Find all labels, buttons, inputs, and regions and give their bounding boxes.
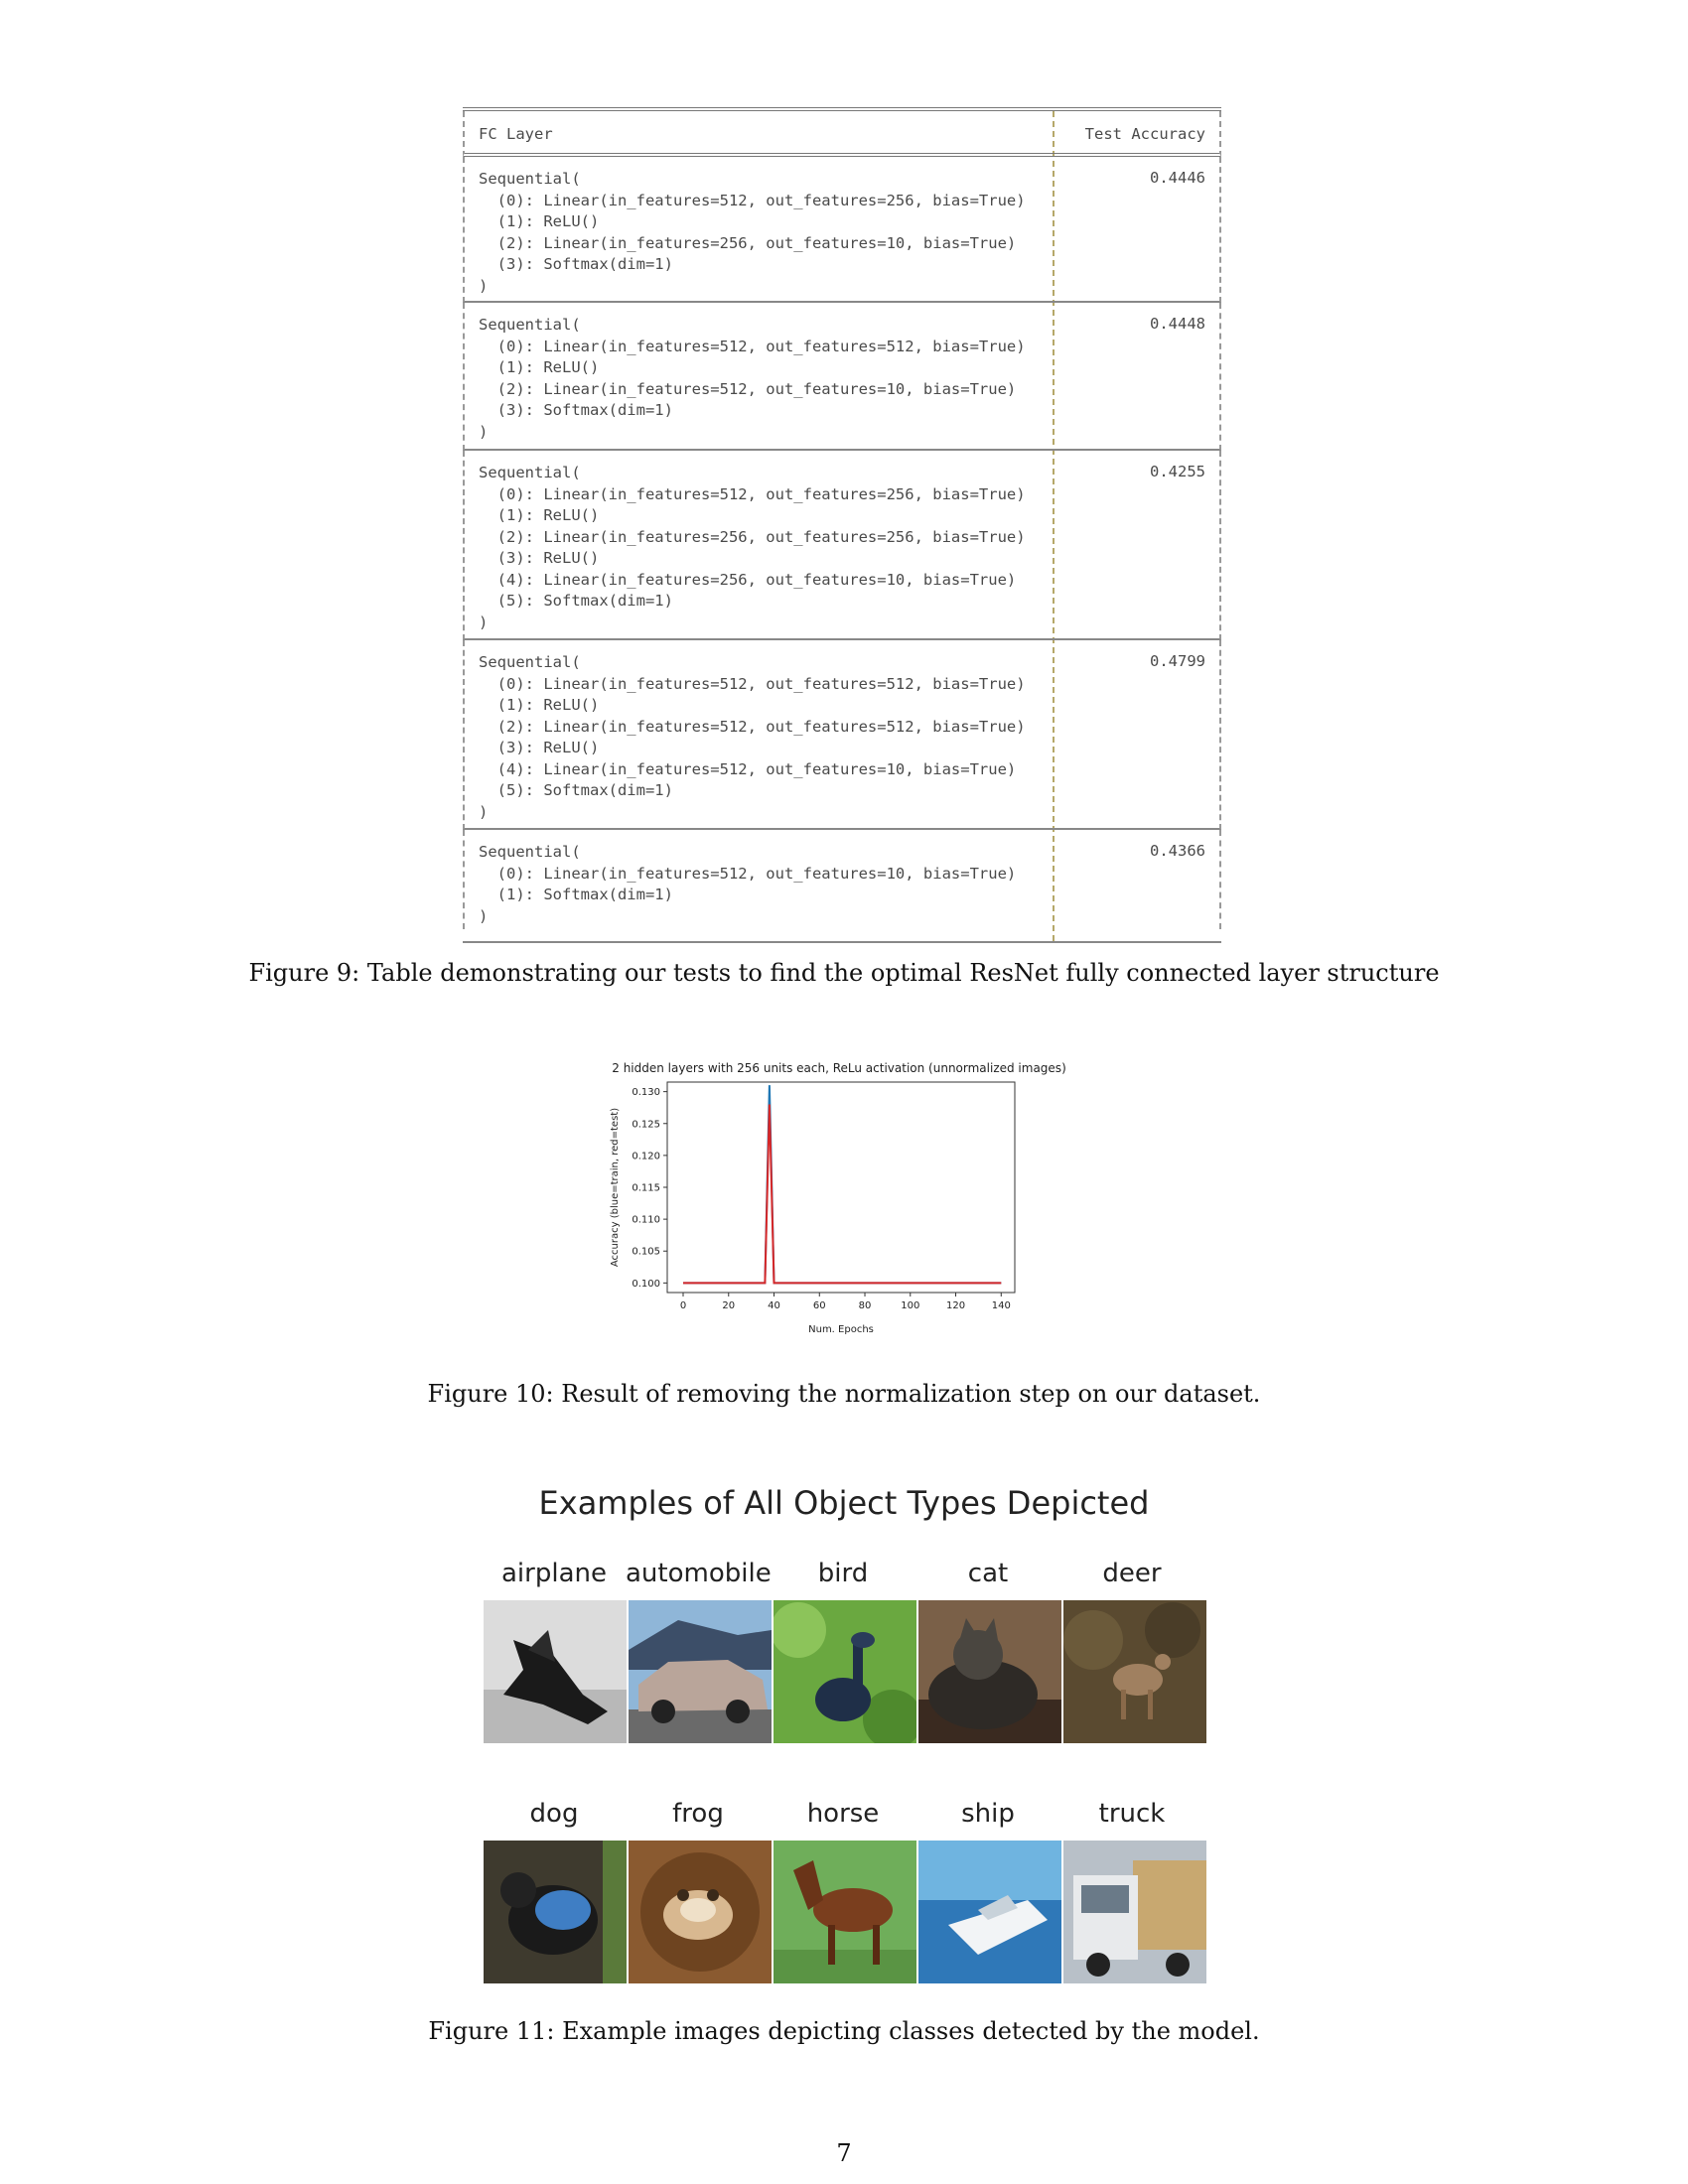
figure-11-caption: Figure 11: Example images depicting classes detected by the model. — [428, 2017, 1260, 2045]
y-tick-label: 0.130 — [632, 1087, 660, 1099]
figure-9-caption: Figure 9: Table demonstrating our tests to find the optimal ResNet fully connected layer structure — [248, 959, 1440, 987]
table-row — [463, 451, 1221, 640]
x-tick-label: 100 — [901, 1300, 920, 1311]
layer-structure: Sequential( (0): Linear(in_features=512, out_features=256, bias=True) (1): ReLU() (2): Linear(in_features=256, out_features=10, bias=True) (3): Softmax(dim=1) ) — [479, 170, 1026, 295]
x-axis — [680, 1293, 1011, 1311]
class-label-automobile: automobile — [626, 1559, 772, 1588]
series-line-train — [683, 1085, 1001, 1283]
class-label-bird: bird — [817, 1559, 869, 1588]
test-accuracy-value: 0.4255 — [1150, 463, 1205, 480]
figure-10-caption: Figure 10: Result of removing the normalization step on our dataset. — [427, 1380, 1261, 1408]
table-header — [463, 111, 1221, 157]
truck-image — [1063, 1841, 1206, 1983]
class-label-horse: horse — [806, 1799, 880, 1829]
plot-frame — [667, 1082, 1015, 1293]
test-accuracy-value: 0.4799 — [1150, 652, 1205, 670]
frog-image — [629, 1841, 772, 1983]
ship-image — [918, 1841, 1061, 1983]
class-label-ship: ship — [961, 1799, 1015, 1829]
deer-image — [1063, 1600, 1206, 1743]
class-label-deer: deer — [1102, 1559, 1162, 1588]
x-tick-label: 140 — [991, 1300, 1011, 1311]
series-line-test — [683, 1105, 1001, 1284]
horse-image — [774, 1841, 916, 1983]
bird-image — [774, 1600, 916, 1743]
x-axis-label: Num. Epochs — [808, 1324, 874, 1335]
y-axis-label: Accuracy (blue=train, red=test) — [610, 1107, 621, 1268]
y-tick-label: 0.125 — [632, 1119, 660, 1131]
x-tick-label: 0 — [679, 1300, 687, 1311]
table-row — [463, 303, 1221, 451]
layer-structure: Sequential( (0): Linear(in_features=512, out_features=10, bias=True) (1): Softmax(dim=1) ) — [479, 843, 1017, 925]
accuracy-chart — [596, 1060, 1092, 1358]
class-label-airplane: airplane — [501, 1559, 607, 1588]
layer-structure: Sequential( (0): Linear(in_features=512, out_features=512, bias=True) (1): ReLU() (2): Linear(in_features=512, out_features=10, bias=True) (3): Softmax(dim=1) ) — [479, 316, 1026, 441]
class-label-dog: dog — [529, 1799, 579, 1829]
x-tick-label: 20 — [722, 1300, 736, 1311]
x-tick-label: 80 — [858, 1300, 872, 1311]
series-layer — [683, 1085, 1001, 1283]
page-number: 7 — [836, 2139, 852, 2167]
table-row — [463, 157, 1221, 303]
x-tick-label: 40 — [768, 1300, 780, 1311]
layer-structure: Sequential( (0): Linear(in_features=512, out_features=256, bias=True) (1): ReLU() (2): Linear(in_features=256, out_features=256, bias=True) (3): ReLU() (4): Linear(in_features=256, out_features=10, bias=True) (5): Softmax(dim=1) ) — [479, 464, 1026, 631]
airplane-image — [484, 1600, 627, 1743]
chart-title: 2 hidden layers with 256 units each, ReLu activation (unnormalized images) — [612, 1061, 1066, 1075]
class-label-frog: frog — [672, 1799, 724, 1829]
x-tick-label: 60 — [812, 1300, 826, 1311]
test-accuracy-value: 0.4448 — [1150, 315, 1205, 333]
dog-image — [484, 1841, 627, 1983]
object-grid-title: Examples of All Object Types Depicted — [538, 1484, 1150, 1522]
y-axis — [632, 1087, 667, 1290]
automobile-image — [629, 1600, 772, 1743]
cat-image — [918, 1600, 1061, 1743]
y-tick-label: 0.115 — [632, 1182, 660, 1194]
y-tick-label: 0.110 — [632, 1214, 660, 1226]
class-label-cat: cat — [967, 1559, 1009, 1588]
y-tick-label: 0.100 — [632, 1278, 660, 1290]
table-row — [463, 830, 1221, 929]
y-tick-label: 0.105 — [632, 1246, 660, 1258]
header-fc-layer: FC Layer — [479, 125, 553, 143]
layer-structure: Sequential( (0): Linear(in_features=512, out_features=512, bias=True) (1): ReLU() (2): Linear(in_features=512, out_features=512, bias=True) (3): ReLU() (4): Linear(in_features=512, out_features=10, bias=True) (5): Softmax(dim=1) ) — [479, 653, 1026, 821]
chart-svg — [596, 1060, 1092, 1358]
fc-layer-table — [463, 107, 1221, 943]
table-row — [463, 640, 1221, 830]
test-accuracy-value: 0.4366 — [1150, 842, 1205, 860]
x-tick-label: 120 — [945, 1300, 966, 1311]
test-accuracy-value: 0.4446 — [1150, 169, 1205, 187]
header-test-accuracy: Test Accuracy — [1084, 125, 1205, 143]
class-label-truck: truck — [1098, 1799, 1166, 1829]
y-tick-label: 0.120 — [632, 1151, 660, 1162]
